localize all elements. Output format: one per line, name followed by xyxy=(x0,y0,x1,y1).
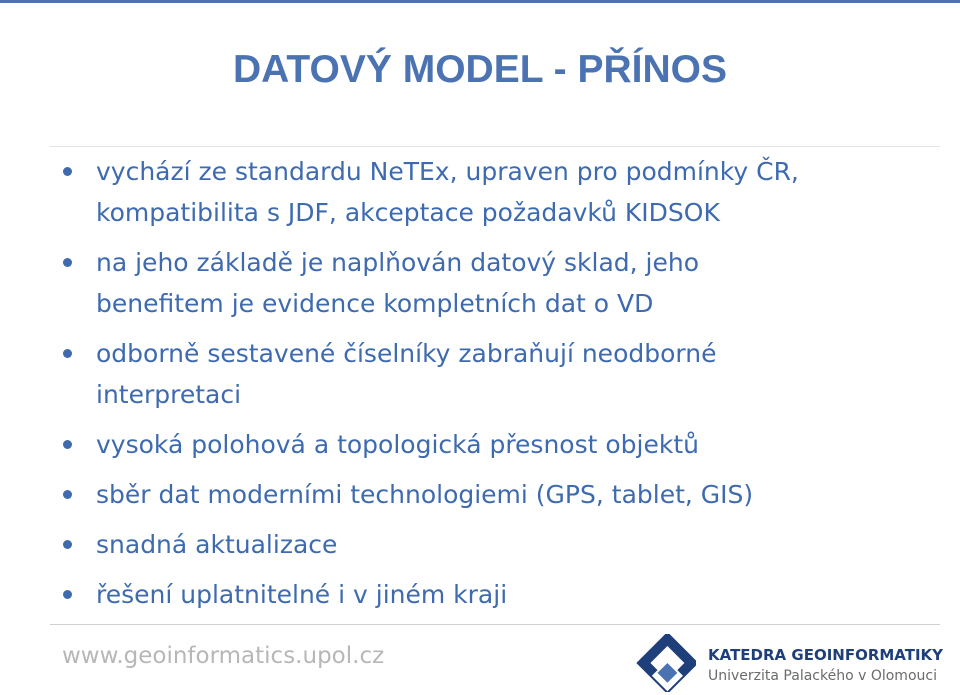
bullet-line: sběr dat moderními technologiemi (GPS, tablet, GIS) xyxy=(96,480,754,509)
slide-title: DATOVÝ MODEL - PŘÍNOS xyxy=(232,48,728,91)
bullet-line: odborně sestavené číselníky zabraňují neodborné xyxy=(96,339,717,368)
geoinformatics-logo-icon xyxy=(636,634,696,692)
bullet-line: snadná aktualizace xyxy=(96,530,338,559)
bullet-line: benefitem je evidence kompletních dat o VD xyxy=(96,289,654,318)
title-divider xyxy=(50,146,940,147)
bullet-line: kompatibilita s JDF, akceptace požadavků KIDSOK xyxy=(96,198,720,227)
bullet-item xyxy=(50,242,920,324)
bullet-line: vychází ze standardu NeTEx, upraven pro podmínky ČR, xyxy=(96,157,799,186)
bullet-item xyxy=(50,333,920,415)
bullet-line: interpretaci xyxy=(96,380,242,409)
bullet-marker xyxy=(63,540,72,549)
top-border xyxy=(0,0,960,3)
bullet-item xyxy=(50,524,920,565)
bullet-item xyxy=(50,151,920,233)
bullet-marker xyxy=(63,349,72,358)
bullet-line: řešení uplatnitelné i v jiném kraji xyxy=(96,580,508,609)
department-name: KATEDRA GEOINFORMATIKY xyxy=(708,646,944,664)
footer-divider xyxy=(50,624,940,625)
bullet-line: vysoká polohová a topologická přesnost objektů xyxy=(96,430,699,459)
bullet-item xyxy=(50,574,920,615)
university-name: Univerzita Palackého v Olomouci xyxy=(708,668,937,684)
bullet-marker xyxy=(63,440,72,449)
bullet-item xyxy=(50,424,920,465)
bullet-marker xyxy=(63,490,72,499)
bullet-item xyxy=(50,474,920,515)
bullet-line: na jeho základě je naplňován datový sklad, jeho xyxy=(96,248,700,277)
bullet-marker xyxy=(63,590,72,599)
footer-url: www.geoinformatics.upol.cz xyxy=(62,643,385,669)
bullet-list xyxy=(50,151,920,624)
bullet-marker xyxy=(63,167,72,176)
bullet-marker xyxy=(63,258,72,267)
